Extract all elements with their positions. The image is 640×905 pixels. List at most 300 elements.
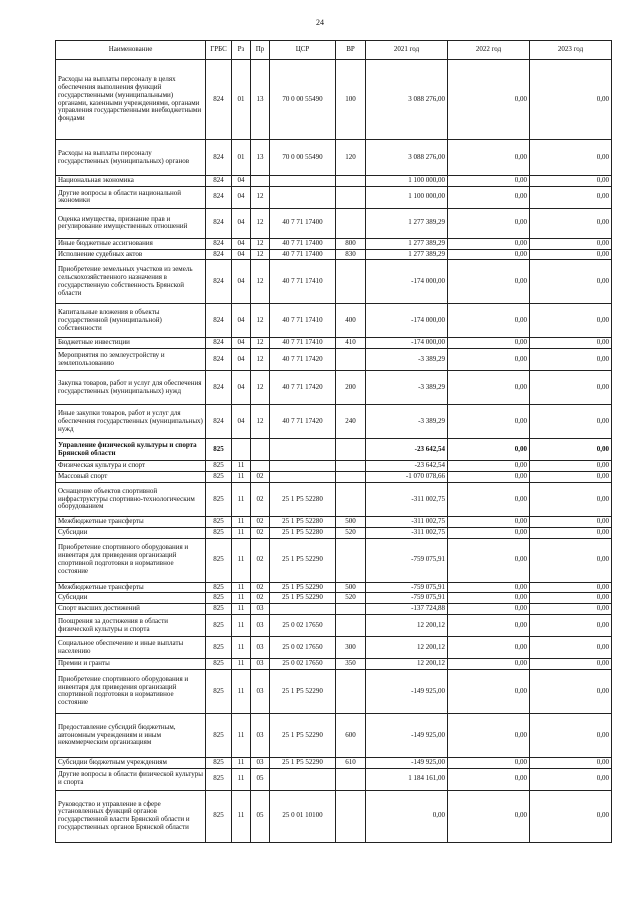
cell-name: Приобретение спортивного оборудования и инвентаря для приведения организаций спортивной подготовки в нормативное состояние: [56, 538, 206, 582]
cell-name: Предоставление субсидий бюджетным, автономным учреждениям и иным некоммерческим организациям: [56, 713, 206, 757]
cell-name: Массовый спорт: [56, 472, 206, 483]
cell-name: Спорт высших достижений: [56, 604, 206, 615]
cell-rz: 04: [232, 304, 251, 338]
cell-2022: 0,00: [448, 140, 530, 176]
cell-2021: 1 184 161,00: [366, 768, 448, 790]
cell-name: Иные закупки товаров, работ и услуг для обеспечения государственных (муниципальных) нужд: [56, 405, 206, 439]
cell-2021: -311 002,75: [366, 516, 448, 527]
cell-vr: 830: [336, 249, 366, 260]
cell-grbs: 825: [206, 593, 232, 604]
cell-2023: 0,00: [530, 516, 612, 527]
cell-grbs: 825: [206, 757, 232, 768]
cell-2023: 0,00: [530, 593, 612, 604]
cell-2021: -149 925,00: [366, 757, 448, 768]
cell-2022: 0,00: [448, 60, 530, 140]
cell-vr: 240: [336, 405, 366, 439]
cell-rz: 11: [232, 538, 251, 582]
cell-grbs: 825: [206, 439, 232, 461]
cell-vr: [336, 186, 366, 208]
cell-grbs: 824: [206, 208, 232, 238]
cell-grbs: 824: [206, 371, 232, 405]
cell-csr: 40 7 71 17400: [270, 238, 336, 249]
cell-name: Управление физической культуры и спорта Брянской области: [56, 439, 206, 461]
cell-2023: 0,00: [530, 176, 612, 187]
cell-name: Руководство и управление в сфере установленных функций органов государственной власти Брянской области и государственных органов Брянской области: [56, 790, 206, 842]
cell-csr: 40 7 71 17410: [270, 304, 336, 338]
table-row: [56, 516, 612, 527]
cell-pr: 03: [251, 757, 270, 768]
cell-csr: 25 1 P5 52290: [270, 538, 336, 582]
cell-2022: 0,00: [448, 238, 530, 249]
table-row: [56, 615, 612, 637]
cell-rz: 04: [232, 208, 251, 238]
table-row: [56, 405, 612, 439]
cell-2022: 0,00: [448, 405, 530, 439]
cell-2021: -23 642,54: [366, 461, 448, 472]
cell-vr: 520: [336, 593, 366, 604]
cell-2023: 0,00: [530, 637, 612, 659]
cell-2021: -174 000,00: [366, 304, 448, 338]
cell-2022: 0,00: [448, 768, 530, 790]
cell-pr: 12: [251, 208, 270, 238]
cell-2021: 12 200,12: [366, 637, 448, 659]
table-row: [56, 659, 612, 670]
table-row: [56, 637, 612, 659]
cell-name: Иные бюджетные ассигнования: [56, 238, 206, 249]
cell-2022: 0,00: [448, 439, 530, 461]
cell-vr: [336, 349, 366, 371]
cell-rz: 11: [232, 582, 251, 593]
cell-2023: 0,00: [530, 461, 612, 472]
cell-csr: 25 1 P5 52290: [270, 669, 336, 713]
cell-vr: 500: [336, 582, 366, 593]
cell-grbs: 825: [206, 538, 232, 582]
cell-name: Субсидии: [56, 527, 206, 538]
cell-2022: 0,00: [448, 249, 530, 260]
cell-vr: [336, 604, 366, 615]
cell-vr: [336, 615, 366, 637]
cell-grbs: 825: [206, 582, 232, 593]
cell-2022: 0,00: [448, 349, 530, 371]
cell-name: Приобретение земельных участков из земель сельскохозяйственного назначения в государственную собственность Брянской области: [56, 260, 206, 304]
cell-2021: 12 200,12: [366, 615, 448, 637]
cell-2021: 12 200,12: [366, 659, 448, 670]
cell-2022: 0,00: [448, 615, 530, 637]
cell-pr: 03: [251, 604, 270, 615]
table-row: [56, 260, 612, 304]
cell-2023: 0,00: [530, 238, 612, 249]
cell-2021: -137 724,88: [366, 604, 448, 615]
cell-csr: [270, 604, 336, 615]
cell-csr: 25 0 02 17650: [270, 637, 336, 659]
table-row: [56, 208, 612, 238]
cell-2021: -3 389,29: [366, 405, 448, 439]
cell-2021: -23 642,54: [366, 439, 448, 461]
cell-2022: 0,00: [448, 482, 530, 516]
cell-pr: [251, 439, 270, 461]
cell-2023: 0,00: [530, 260, 612, 304]
table-row: [56, 461, 612, 472]
cell-vr: 300: [336, 637, 366, 659]
cell-name: Межбюджетные трансферты: [56, 516, 206, 527]
cell-name: Оценка имущества, признание прав и регулирование имущественных отношений: [56, 208, 206, 238]
cell-2022: 0,00: [448, 186, 530, 208]
cell-2023: 0,00: [530, 582, 612, 593]
cell-rz: 11: [232, 472, 251, 483]
cell-2023: 0,00: [530, 249, 612, 260]
cell-pr: 02: [251, 482, 270, 516]
cell-pr: 02: [251, 593, 270, 604]
cell-rz: 04: [232, 371, 251, 405]
cell-csr: [270, 176, 336, 187]
cell-pr: 02: [251, 527, 270, 538]
cell-csr: 25 1 P5 52290: [270, 713, 336, 757]
cell-2022: 0,00: [448, 593, 530, 604]
table-row: [56, 593, 612, 604]
cell-csr: 40 7 71 17410: [270, 260, 336, 304]
table-row: [56, 304, 612, 338]
cell-name: Мероприятия по землеустройству и землепользованию: [56, 349, 206, 371]
cell-rz: 01: [232, 60, 251, 140]
cell-pr: 03: [251, 713, 270, 757]
cell-csr: [270, 439, 336, 461]
table-row: [56, 538, 612, 582]
budget-table: [55, 40, 612, 843]
cell-2022: 0,00: [448, 176, 530, 187]
cell-rz: 11: [232, 659, 251, 670]
cell-2022: 0,00: [448, 790, 530, 842]
cell-2021: -3 389,29: [366, 349, 448, 371]
cell-name: Расходы на выплаты персоналу в целях обеспечения выполнения функций государственными (муниципальными) органами, казенными учреждениями, органами управления государственными внебюджетными фондами: [56, 60, 206, 140]
cell-grbs: 825: [206, 790, 232, 842]
cell-name: Исполнение судебных актов: [56, 249, 206, 260]
cell-grbs: 824: [206, 405, 232, 439]
cell-grbs: 824: [206, 260, 232, 304]
cell-2023: 0,00: [530, 768, 612, 790]
header-grbs: ГРБС: [206, 41, 232, 60]
cell-csr: 40 7 71 17400: [270, 208, 336, 238]
cell-name: Приобретение спортивного оборудования и инвентаря для приведения организаций спортивной подготовки в нормативное состояние: [56, 669, 206, 713]
cell-2022: 0,00: [448, 472, 530, 483]
cell-pr: 12: [251, 349, 270, 371]
cell-pr: 02: [251, 516, 270, 527]
cell-2021: -759 075,91: [366, 582, 448, 593]
cell-name: Физическая культура и спорт: [56, 461, 206, 472]
cell-rz: 04: [232, 405, 251, 439]
cell-2023: 0,00: [530, 615, 612, 637]
header-pr: Пр: [251, 41, 270, 60]
table-row: [56, 713, 612, 757]
cell-pr: 03: [251, 669, 270, 713]
cell-pr: 12: [251, 338, 270, 349]
cell-pr: 02: [251, 538, 270, 582]
cell-pr: 02: [251, 472, 270, 483]
cell-csr: 25 1 P5 52290: [270, 757, 336, 768]
table-row: [56, 669, 612, 713]
cell-name: Национальная экономика: [56, 176, 206, 187]
cell-grbs: 824: [206, 60, 232, 140]
cell-vr: [336, 439, 366, 461]
cell-csr: 25 0 02 17650: [270, 615, 336, 637]
cell-rz: 04: [232, 238, 251, 249]
cell-csr: 70 0 00 55490: [270, 140, 336, 176]
cell-pr: 03: [251, 637, 270, 659]
cell-rz: 11: [232, 516, 251, 527]
table-row: [56, 176, 612, 187]
cell-csr: 25 1 P5 52280: [270, 527, 336, 538]
table-row: [56, 338, 612, 349]
cell-name: Межбюджетные трансферты: [56, 582, 206, 593]
cell-csr: 25 0 01 10100: [270, 790, 336, 842]
table-row: [56, 757, 612, 768]
cell-rz: 11: [232, 768, 251, 790]
cell-2022: 0,00: [448, 516, 530, 527]
cell-name: Закупка товаров, работ и услуг для обеспечения государственных (муниципальных) нужд: [56, 371, 206, 405]
cell-vr: 500: [336, 516, 366, 527]
cell-2023: 0,00: [530, 604, 612, 615]
table-row: [56, 472, 612, 483]
cell-csr: [270, 472, 336, 483]
cell-grbs: 824: [206, 349, 232, 371]
cell-name: Премии и гранты: [56, 659, 206, 670]
cell-grbs: 825: [206, 637, 232, 659]
cell-2021: 3 088 276,00: [366, 140, 448, 176]
cell-vr: 800: [336, 238, 366, 249]
cell-vr: [336, 260, 366, 304]
cell-pr: 12: [251, 405, 270, 439]
cell-2023: 0,00: [530, 713, 612, 757]
cell-grbs: 825: [206, 482, 232, 516]
header-vr: ВР: [336, 41, 366, 60]
cell-vr: 200: [336, 371, 366, 405]
cell-rz: 11: [232, 757, 251, 768]
cell-name: Субсидии: [56, 593, 206, 604]
cell-csr: [270, 461, 336, 472]
cell-2021: 3 088 276,00: [366, 60, 448, 140]
cell-vr: [336, 461, 366, 472]
table-row: [56, 238, 612, 249]
cell-2023: 0,00: [530, 349, 612, 371]
cell-2021: 1 277 389,29: [366, 249, 448, 260]
table-row: [56, 527, 612, 538]
cell-pr: 12: [251, 249, 270, 260]
cell-name: Другие вопросы в области физической культуры и спорта: [56, 768, 206, 790]
cell-grbs: 825: [206, 615, 232, 637]
cell-2021: -174 000,00: [366, 260, 448, 304]
cell-2021: -311 002,75: [366, 527, 448, 538]
cell-rz: 04: [232, 186, 251, 208]
cell-name: Капитальные вложения в объекты государственной (муниципальной) собственности: [56, 304, 206, 338]
cell-vr: [336, 768, 366, 790]
cell-csr: 25 1 P5 52280: [270, 516, 336, 527]
table-header-row: [56, 41, 612, 60]
cell-pr: 05: [251, 790, 270, 842]
cell-2022: 0,00: [448, 208, 530, 238]
cell-csr: 40 7 71 17420: [270, 405, 336, 439]
cell-name: Поощрения за достижения в области физической культуры и спорта: [56, 615, 206, 637]
header-csr: ЦСР: [270, 41, 336, 60]
cell-2022: 0,00: [448, 461, 530, 472]
cell-2022: 0,00: [448, 713, 530, 757]
cell-2023: 0,00: [530, 527, 612, 538]
table-row: [56, 371, 612, 405]
cell-2021: -3 389,29: [366, 371, 448, 405]
cell-rz: 04: [232, 349, 251, 371]
cell-2023: 0,00: [530, 757, 612, 768]
table-body: [56, 60, 612, 843]
cell-pr: 12: [251, 304, 270, 338]
table-row: [56, 790, 612, 842]
cell-vr: [336, 208, 366, 238]
cell-2023: 0,00: [530, 439, 612, 461]
cell-rz: 11: [232, 669, 251, 713]
cell-2022: 0,00: [448, 260, 530, 304]
cell-2023: 0,00: [530, 669, 612, 713]
cell-vr: 100: [336, 60, 366, 140]
cell-rz: 01: [232, 140, 251, 176]
cell-pr: [251, 176, 270, 187]
cell-csr: 40 7 71 17400: [270, 249, 336, 260]
cell-name: Оснащение объектов спортивной инфраструктуры спортивно-технологическим оборудованием: [56, 482, 206, 516]
cell-pr: 13: [251, 60, 270, 140]
cell-csr: 25 1 P5 52290: [270, 593, 336, 604]
cell-2022: 0,00: [448, 304, 530, 338]
cell-csr: 25 1 P5 52280: [270, 482, 336, 516]
cell-2022: 0,00: [448, 757, 530, 768]
cell-rz: 04: [232, 176, 251, 187]
cell-csr: 25 0 02 17650: [270, 659, 336, 670]
cell-2021: 1 277 389,29: [366, 208, 448, 238]
cell-2023: 0,00: [530, 472, 612, 483]
cell-2023: 0,00: [530, 790, 612, 842]
cell-grbs: 825: [206, 461, 232, 472]
header-2021: 2021 год: [366, 41, 448, 60]
cell-vr: [336, 472, 366, 483]
cell-rz: 11: [232, 713, 251, 757]
cell-rz: 11: [232, 461, 251, 472]
cell-csr: 70 0 00 55490: [270, 60, 336, 140]
cell-2021: 1 100 000,00: [366, 176, 448, 187]
cell-rz: [232, 439, 251, 461]
cell-rz: 11: [232, 637, 251, 659]
cell-name: Расходы на выплаты персоналу государственных (муниципальных) органов: [56, 140, 206, 176]
cell-vr: [336, 669, 366, 713]
cell-grbs: 825: [206, 669, 232, 713]
cell-vr: 120: [336, 140, 366, 176]
cell-csr: 40 7 71 17410: [270, 338, 336, 349]
cell-rz: 04: [232, 260, 251, 304]
cell-pr: 03: [251, 659, 270, 670]
cell-csr: [270, 186, 336, 208]
cell-csr: 40 7 71 17420: [270, 371, 336, 405]
cell-vr: 610: [336, 757, 366, 768]
cell-pr: 12: [251, 238, 270, 249]
table-row: [56, 349, 612, 371]
cell-2021: 1 100 000,00: [366, 186, 448, 208]
cell-vr: [336, 790, 366, 842]
cell-grbs: 824: [206, 238, 232, 249]
cell-grbs: 824: [206, 249, 232, 260]
cell-2022: 0,00: [448, 338, 530, 349]
cell-rz: 11: [232, 482, 251, 516]
cell-rz: 11: [232, 604, 251, 615]
cell-2023: 0,00: [530, 186, 612, 208]
cell-pr: 02: [251, 582, 270, 593]
cell-2021: 0,00: [366, 790, 448, 842]
header-rz: Рз: [232, 41, 251, 60]
cell-vr: 520: [336, 527, 366, 538]
cell-pr: 12: [251, 186, 270, 208]
cell-2021: -149 925,00: [366, 669, 448, 713]
table-row: [56, 768, 612, 790]
cell-2023: 0,00: [530, 140, 612, 176]
cell-2022: 0,00: [448, 582, 530, 593]
cell-name: Бюджетные инвестиции: [56, 338, 206, 349]
cell-2023: 0,00: [530, 538, 612, 582]
cell-pr: 12: [251, 371, 270, 405]
cell-vr: [336, 482, 366, 516]
cell-csr: [270, 768, 336, 790]
cell-grbs: 824: [206, 338, 232, 349]
cell-name: Социальное обеспечение и иные выплаты населению: [56, 637, 206, 659]
cell-2023: 0,00: [530, 304, 612, 338]
cell-name: Другие вопросы в области национальной экономики: [56, 186, 206, 208]
table-row: [56, 140, 612, 176]
cell-grbs: 825: [206, 604, 232, 615]
cell-grbs: 825: [206, 527, 232, 538]
cell-grbs: 825: [206, 516, 232, 527]
cell-grbs: 824: [206, 140, 232, 176]
table-row: [56, 60, 612, 140]
cell-2023: 0,00: [530, 338, 612, 349]
cell-csr: 25 1 P5 52290: [270, 582, 336, 593]
header-name: Наименование: [56, 41, 206, 60]
cell-2021: -311 002,75: [366, 482, 448, 516]
header-2022: 2022 год: [448, 41, 530, 60]
cell-2022: 0,00: [448, 527, 530, 538]
table-row: [56, 439, 612, 461]
cell-grbs: 825: [206, 713, 232, 757]
cell-2022: 0,00: [448, 604, 530, 615]
cell-rz: 11: [232, 615, 251, 637]
cell-2021: 1 277 389,29: [366, 238, 448, 249]
cell-grbs: 824: [206, 304, 232, 338]
cell-vr: 600: [336, 713, 366, 757]
cell-2021: -1 070 078,66: [366, 472, 448, 483]
cell-2023: 0,00: [530, 405, 612, 439]
cell-rz: 04: [232, 249, 251, 260]
cell-2022: 0,00: [448, 371, 530, 405]
cell-pr: 13: [251, 140, 270, 176]
cell-2022: 0,00: [448, 669, 530, 713]
cell-rz: 11: [232, 790, 251, 842]
cell-pr: [251, 461, 270, 472]
page-number: 24: [316, 18, 324, 27]
cell-2023: 0,00: [530, 60, 612, 140]
cell-pr: 03: [251, 615, 270, 637]
cell-name: Субсидии бюджетным учреждениям: [56, 757, 206, 768]
cell-2021: -759 075,91: [366, 593, 448, 604]
cell-2022: 0,00: [448, 637, 530, 659]
cell-2023: 0,00: [530, 208, 612, 238]
cell-2023: 0,00: [530, 482, 612, 516]
cell-vr: 350: [336, 659, 366, 670]
header-2023: 2023 год: [530, 41, 612, 60]
table-row: [56, 186, 612, 208]
cell-2022: 0,00: [448, 538, 530, 582]
cell-rz: 04: [232, 338, 251, 349]
table-row: [56, 582, 612, 593]
